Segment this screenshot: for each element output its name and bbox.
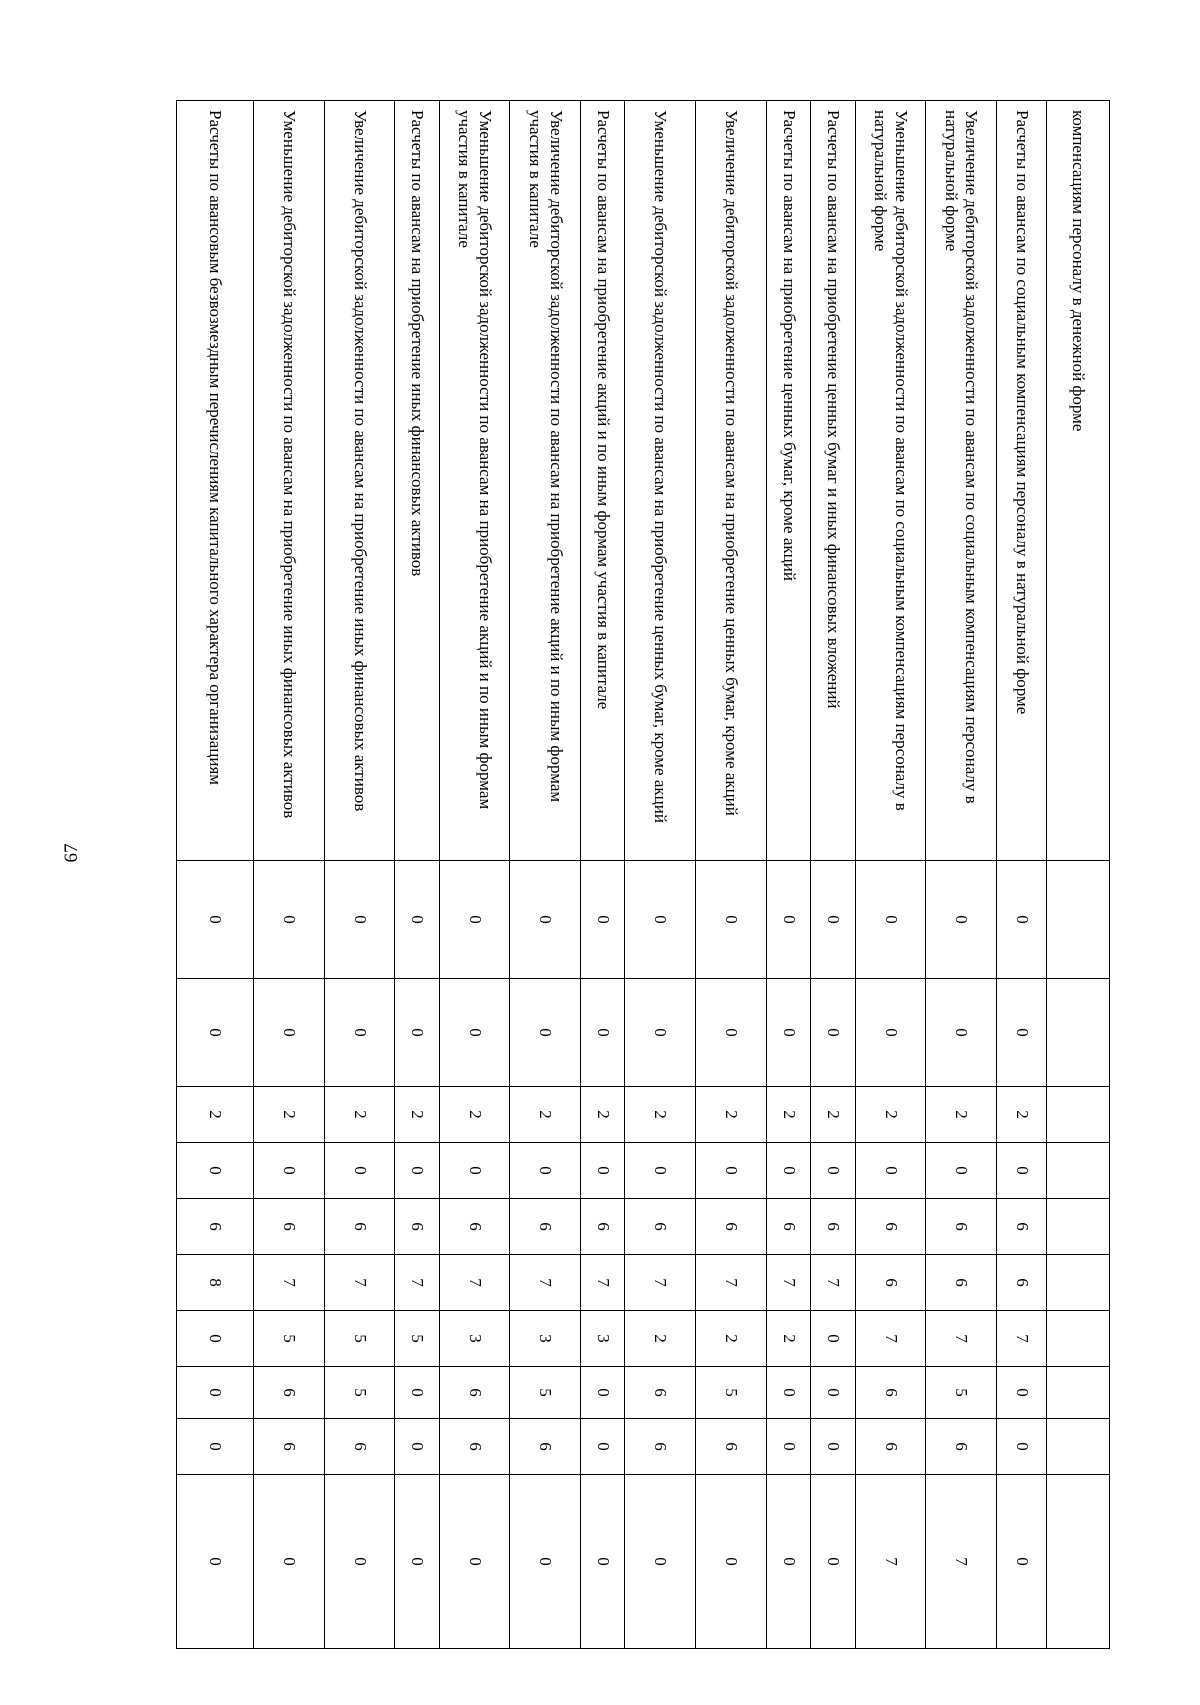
row-label: Увеличение дебиторской задолженности по авансам по социальным компенсациям персоналу в натуральной форме xyxy=(926,101,997,861)
code-cell: 0 xyxy=(766,1367,810,1419)
code-cell: 6 xyxy=(766,1199,810,1255)
row-label: Расчеты по авансам на приобретение ценных бумаг и иных финансовых вложений xyxy=(811,101,855,861)
code-cell: 0 xyxy=(811,1475,855,1649)
code-cell: 0 xyxy=(395,979,439,1087)
code-cell: 0 xyxy=(510,979,581,1087)
code-cell: 2 xyxy=(510,1087,581,1143)
code-cell: 6 xyxy=(510,1419,581,1475)
code-cell: 0 xyxy=(177,1419,254,1475)
code-cell: 0 xyxy=(766,1475,810,1649)
code-cell: 0 xyxy=(395,861,439,979)
code-cell: 0 xyxy=(253,861,324,979)
code-cell: 7 xyxy=(926,1311,997,1367)
code-cell: 7 xyxy=(510,1255,581,1311)
code-cell: 0 xyxy=(439,861,510,979)
code-cell: 0 xyxy=(510,861,581,979)
code-cell: 6 xyxy=(926,1419,997,1475)
code-cell: 5 xyxy=(696,1367,767,1419)
table-row xyxy=(177,101,254,1649)
code-cell: 0 xyxy=(177,1367,254,1419)
code-cell: 6 xyxy=(855,1367,926,1419)
row-label: Расчеты по авансам по социальным компенсациям персоналу в натуральной форме xyxy=(996,101,1046,861)
code-cell xyxy=(1047,1419,1110,1475)
table-row xyxy=(1047,101,1110,1649)
code-cell xyxy=(1047,1087,1110,1143)
code-cell: 0 xyxy=(926,1143,997,1199)
code-cell: 6 xyxy=(855,1199,926,1255)
row-label: Уменьшение дебиторской задолженности по авансам на приобретение акций и по иным формам участия в капитале xyxy=(439,101,510,861)
code-cell: 2 xyxy=(766,1311,810,1367)
code-cell: 0 xyxy=(625,1143,696,1199)
row-label: Увеличение дебиторской задолженности по авансам на приобретение акций и по иным формам участия в капитале xyxy=(510,101,581,861)
code-cell: 6 xyxy=(926,1199,997,1255)
code-cell: 0 xyxy=(177,1475,254,1649)
code-cell: 0 xyxy=(439,1143,510,1199)
code-cell: 0 xyxy=(580,1143,624,1199)
table-row xyxy=(926,101,997,1649)
code-cell: 2 xyxy=(439,1087,510,1143)
code-cell: 7 xyxy=(696,1255,767,1311)
code-cell: 0 xyxy=(926,979,997,1087)
code-cell: 0 xyxy=(766,1419,810,1475)
code-cell: 7 xyxy=(253,1255,324,1311)
code-cell xyxy=(1047,979,1110,1087)
code-cell: 0 xyxy=(811,861,855,979)
page-number: 67 xyxy=(61,843,82,863)
code-cell: 6 xyxy=(510,1199,581,1255)
code-cell xyxy=(1047,1199,1110,1255)
code-cell: 7 xyxy=(324,1255,395,1311)
table-row xyxy=(510,101,581,1649)
code-cell: 0 xyxy=(395,1419,439,1475)
code-cell: 0 xyxy=(811,1419,855,1475)
code-cell: 2 xyxy=(766,1087,810,1143)
row-label: Уменьшение дебиторской задолженности по авансам по социальным компенсациям персоналу в натуральной форме xyxy=(855,101,926,861)
code-cell: 2 xyxy=(580,1087,624,1143)
code-cell: 0 xyxy=(177,1143,254,1199)
code-cell: 0 xyxy=(811,1143,855,1199)
code-cell: 0 xyxy=(253,1475,324,1649)
code-cell: 7 xyxy=(439,1255,510,1311)
table-row xyxy=(696,101,767,1649)
accounts-table xyxy=(176,100,1110,1649)
code-cell: 2 xyxy=(625,1311,696,1367)
table-row xyxy=(253,101,324,1649)
code-cell: 6 xyxy=(811,1199,855,1255)
code-cell: 2 xyxy=(855,1087,926,1143)
code-cell: 5 xyxy=(395,1311,439,1367)
code-cell: 6 xyxy=(177,1199,254,1255)
code-cell: 6 xyxy=(996,1255,1046,1311)
code-cell: 0 xyxy=(625,1475,696,1649)
table-row xyxy=(625,101,696,1649)
code-cell: 6 xyxy=(625,1199,696,1255)
code-cell: 0 xyxy=(324,1143,395,1199)
code-cell: 6 xyxy=(696,1199,767,1255)
code-cell: 2 xyxy=(324,1087,395,1143)
code-cell: 2 xyxy=(177,1087,254,1143)
code-cell: 6 xyxy=(395,1199,439,1255)
code-cell: 6 xyxy=(439,1199,510,1255)
code-cell: 2 xyxy=(696,1311,767,1367)
code-cell: 0 xyxy=(580,861,624,979)
code-cell: 2 xyxy=(811,1087,855,1143)
code-cell: 2 xyxy=(395,1087,439,1143)
code-cell: 0 xyxy=(324,861,395,979)
code-cell: 0 xyxy=(766,861,810,979)
code-cell: 5 xyxy=(510,1367,581,1419)
row-label: Расчеты по авансам на приобретение акций и по иным формам участия в капитале xyxy=(580,101,624,861)
code-cell: 0 xyxy=(766,1143,810,1199)
table-row xyxy=(855,101,926,1649)
code-cell: 0 xyxy=(580,1419,624,1475)
code-cell: 0 xyxy=(996,861,1046,979)
code-cell: 0 xyxy=(811,979,855,1087)
code-cell: 6 xyxy=(324,1419,395,1475)
code-cell: 7 xyxy=(855,1311,926,1367)
code-cell: 6 xyxy=(253,1199,324,1255)
code-cell: 7 xyxy=(580,1255,624,1311)
code-cell xyxy=(1047,861,1110,979)
code-cell: 7 xyxy=(926,1475,997,1649)
row-label: Расчеты по авансам на приобретение ценных бумаг, кроме акций xyxy=(766,101,810,861)
code-cell: 0 xyxy=(177,979,254,1087)
code-cell: 0 xyxy=(580,1475,624,1649)
code-cell: 3 xyxy=(439,1311,510,1367)
code-cell: 2 xyxy=(926,1087,997,1143)
code-cell: 0 xyxy=(395,1143,439,1199)
row-label: Увеличение дебиторской задолженности по авансам на приобретение ценных бумаг, кроме акций xyxy=(696,101,767,861)
code-cell: 7 xyxy=(766,1255,810,1311)
table-container xyxy=(176,100,1110,1648)
code-cell: 6 xyxy=(855,1255,926,1311)
code-cell: 0 xyxy=(510,1143,581,1199)
code-cell: 2 xyxy=(253,1087,324,1143)
code-cell: 6 xyxy=(439,1419,510,1475)
code-cell xyxy=(1047,1367,1110,1419)
code-cell xyxy=(1047,1475,1110,1649)
code-cell: 0 xyxy=(855,979,926,1087)
code-cell: 8 xyxy=(177,1255,254,1311)
code-cell: 0 xyxy=(811,1311,855,1367)
table-row xyxy=(395,101,439,1649)
code-cell: 0 xyxy=(395,1367,439,1419)
code-cell: 6 xyxy=(580,1199,624,1255)
code-cell: 7 xyxy=(811,1255,855,1311)
code-cell: 2 xyxy=(996,1087,1046,1143)
code-cell: 2 xyxy=(696,1087,767,1143)
code-cell: 0 xyxy=(855,861,926,979)
code-cell: 0 xyxy=(996,1475,1046,1649)
code-cell: 0 xyxy=(926,861,997,979)
code-cell: 0 xyxy=(696,979,767,1087)
code-cell: 0 xyxy=(696,1143,767,1199)
code-cell: 0 xyxy=(996,1367,1046,1419)
code-cell: 0 xyxy=(510,1475,581,1649)
code-cell: 0 xyxy=(996,979,1046,1087)
code-cell xyxy=(1047,1311,1110,1367)
row-label: Расчеты по авансовым безвозмездным перечислениям капитального характера организациям xyxy=(177,101,254,861)
code-cell: 5 xyxy=(926,1367,997,1419)
code-cell: 0 xyxy=(996,1419,1046,1475)
code-cell: 0 xyxy=(696,861,767,979)
code-cell: 0 xyxy=(855,1143,926,1199)
code-cell: 6 xyxy=(439,1367,510,1419)
code-cell: 7 xyxy=(996,1311,1046,1367)
table-row xyxy=(580,101,624,1649)
code-cell: 6 xyxy=(625,1419,696,1475)
code-cell: 6 xyxy=(324,1199,395,1255)
code-cell: 6 xyxy=(996,1199,1046,1255)
code-cell: 7 xyxy=(625,1255,696,1311)
row-label: Расчеты по авансам на приобретение иных финансовых активов xyxy=(395,101,439,861)
code-cell: 0 xyxy=(439,979,510,1087)
code-cell: 0 xyxy=(324,979,395,1087)
code-cell: 6 xyxy=(253,1419,324,1475)
code-cell: 0 xyxy=(580,979,624,1087)
code-cell: 0 xyxy=(253,979,324,1087)
code-cell: 7 xyxy=(855,1475,926,1649)
table-row xyxy=(996,101,1046,1649)
code-cell: 6 xyxy=(625,1367,696,1419)
code-cell: 0 xyxy=(177,1311,254,1367)
code-cell: 0 xyxy=(395,1475,439,1649)
row-label: Уменьшение дебиторской задолженности по авансам на приобретение ценных бумаг, кроме акций xyxy=(625,101,696,861)
code-cell: 0 xyxy=(766,979,810,1087)
table-row xyxy=(766,101,810,1649)
table-row xyxy=(811,101,855,1649)
code-cell: 0 xyxy=(696,1475,767,1649)
row-label: Уменьшение дебиторской задолженности по авансам на приобретение иных финансовых активов xyxy=(253,101,324,861)
code-cell: 0 xyxy=(324,1475,395,1649)
code-cell: 3 xyxy=(510,1311,581,1367)
row-label: компенсациям персоналу в денежной форме xyxy=(1047,101,1110,861)
code-cell: 0 xyxy=(625,861,696,979)
code-cell: 6 xyxy=(696,1419,767,1475)
table-row xyxy=(439,101,510,1649)
table-row xyxy=(324,101,395,1649)
code-cell: 0 xyxy=(811,1367,855,1419)
code-cell: 0 xyxy=(439,1475,510,1649)
code-cell: 5 xyxy=(324,1311,395,1367)
code-cell: 0 xyxy=(177,861,254,979)
code-cell: 5 xyxy=(253,1311,324,1367)
code-cell xyxy=(1047,1255,1110,1311)
row-label: Увеличение дебиторской задолженности по авансам на приобретение иных финансовых активов xyxy=(324,101,395,861)
code-cell: 3 xyxy=(580,1311,624,1367)
code-cell: 7 xyxy=(395,1255,439,1311)
code-cell: 0 xyxy=(996,1143,1046,1199)
code-cell: 0 xyxy=(580,1367,624,1419)
code-cell: 0 xyxy=(625,979,696,1087)
code-cell: 0 xyxy=(253,1143,324,1199)
code-cell: 6 xyxy=(253,1367,324,1419)
code-cell: 5 xyxy=(324,1367,395,1419)
code-cell: 2 xyxy=(625,1087,696,1143)
code-cell xyxy=(1047,1143,1110,1199)
code-cell: 6 xyxy=(855,1419,926,1475)
code-cell: 6 xyxy=(926,1255,997,1311)
